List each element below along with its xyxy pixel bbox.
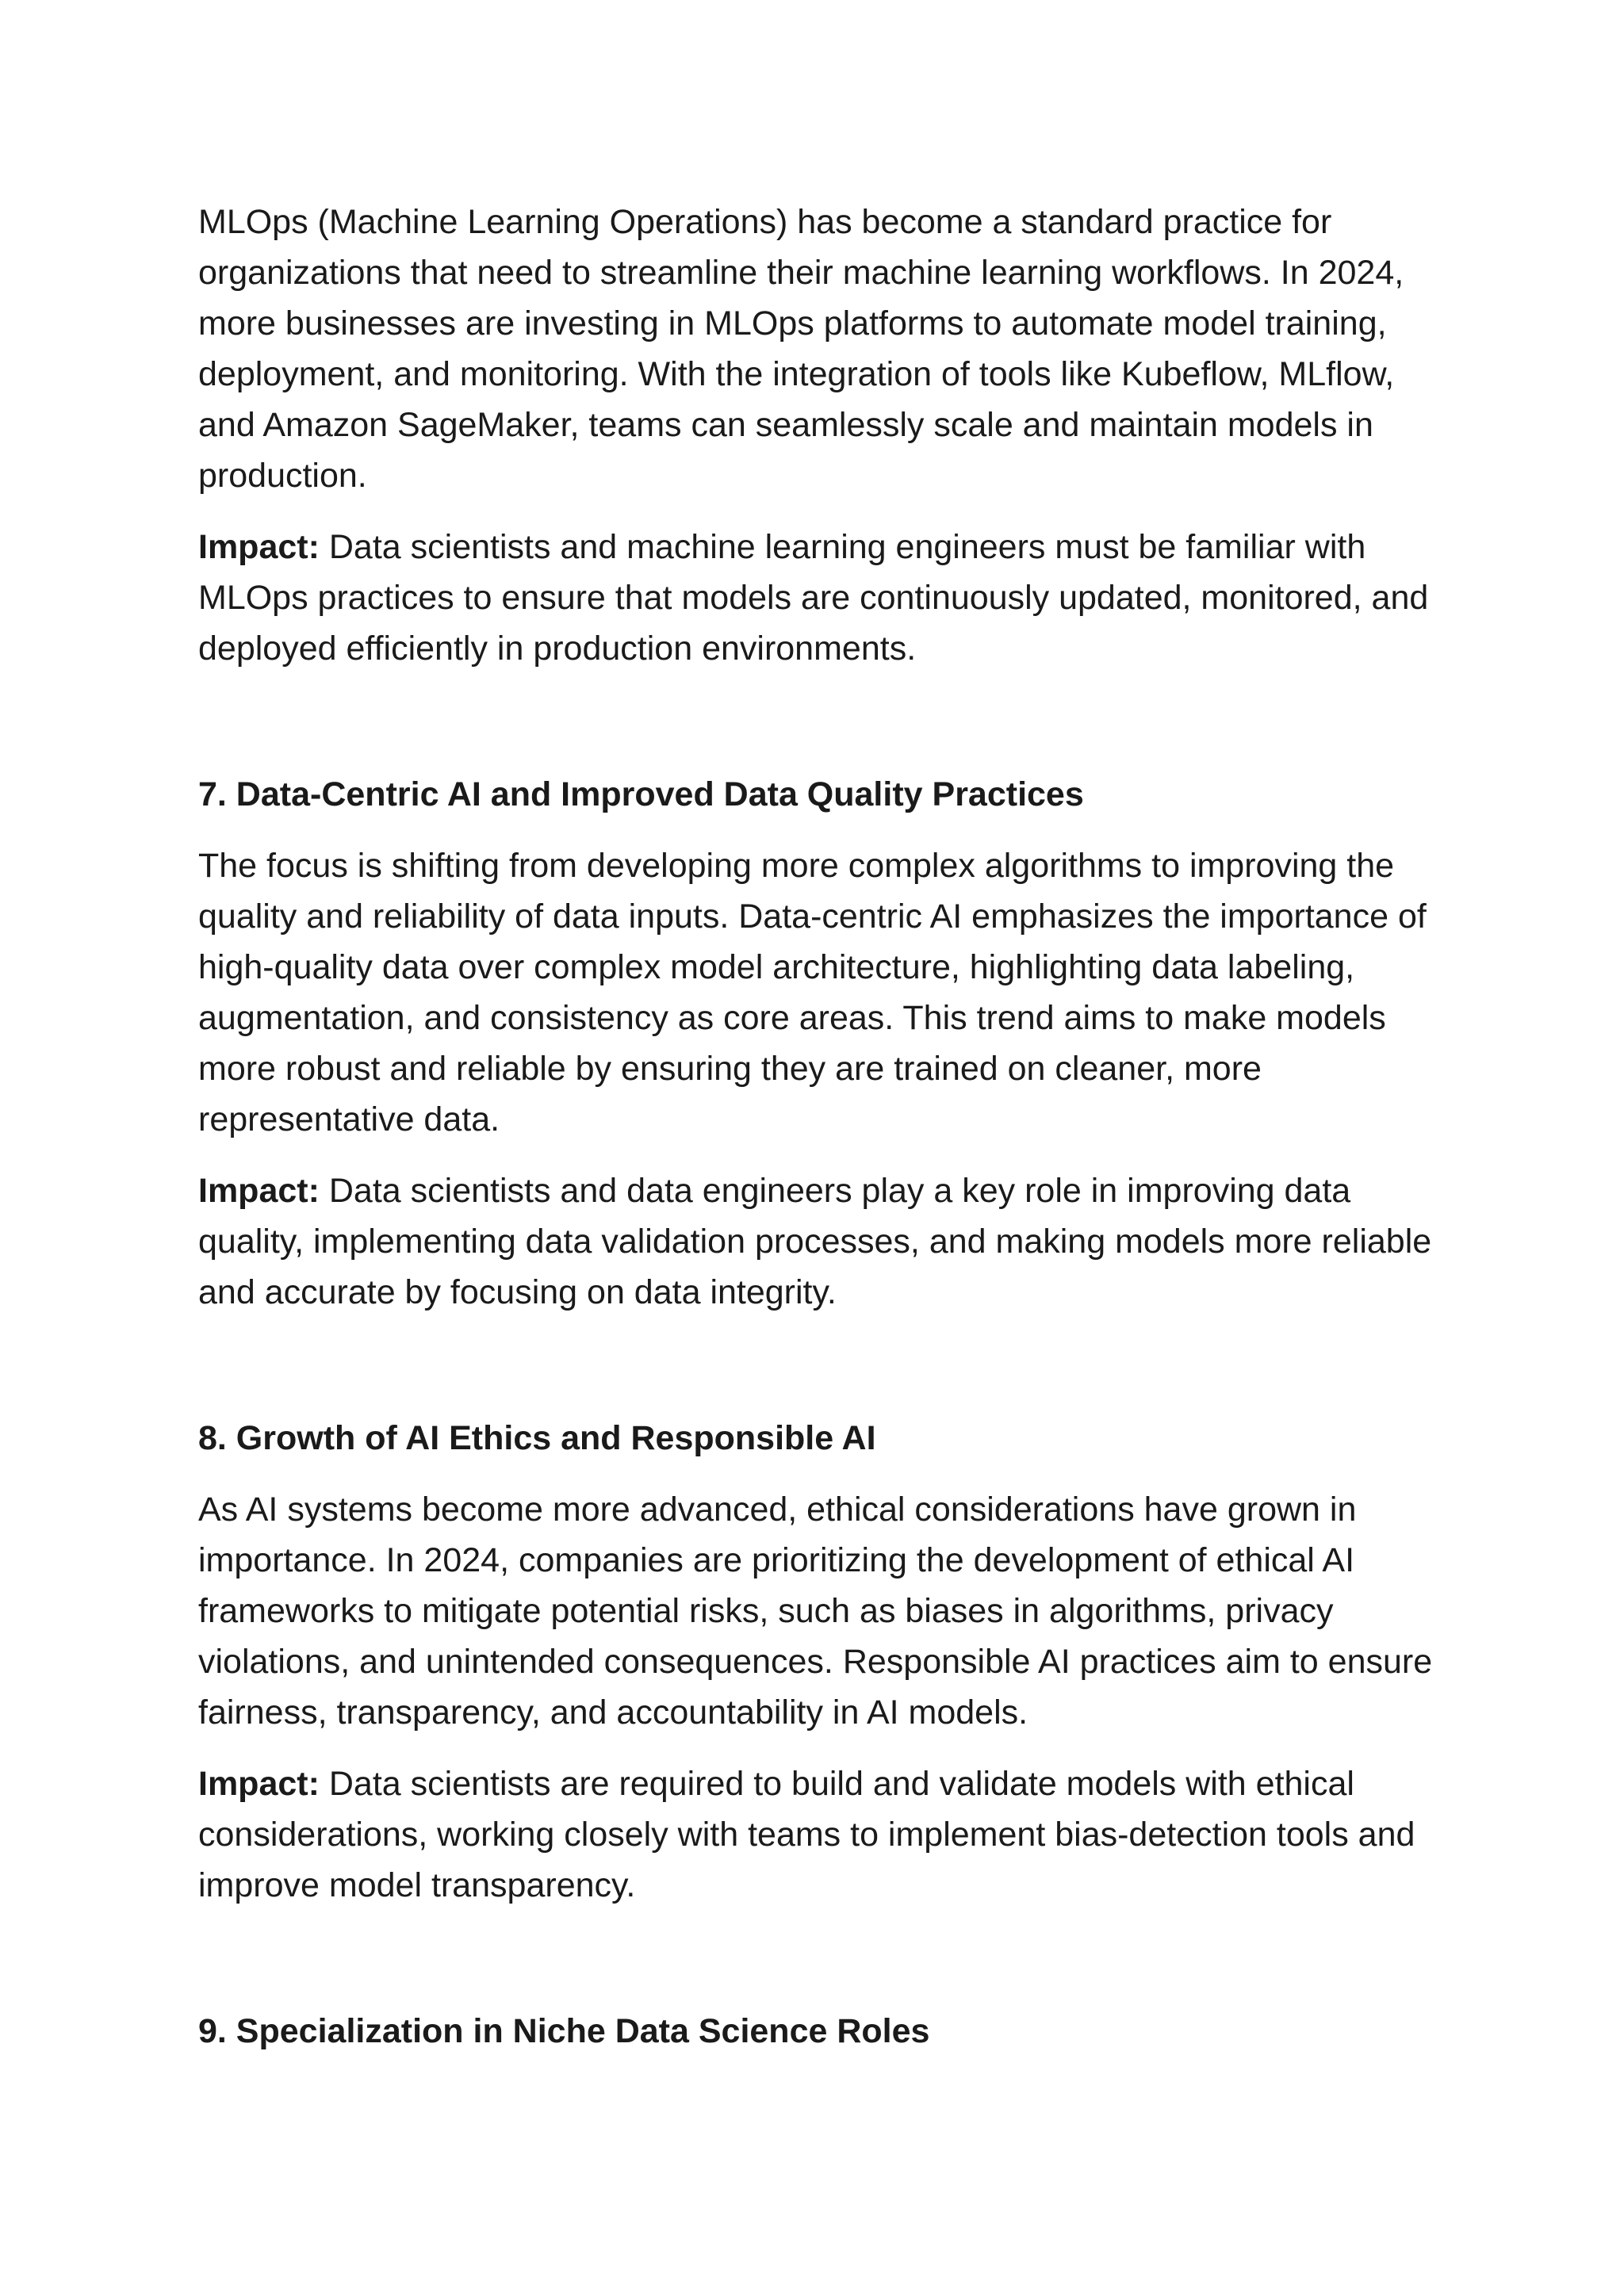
impact-text: Data scientists and data engineers play a key role in improving data quality, implementing data validation processes, and making models more reliable and accurate by focusing on data integrity. [198, 1172, 1432, 1311]
section-7-impact [198, 1165, 1451, 1318]
intro-paragraph: MLOps (Machine Learning Operations) has become a standard practice for organizations that need to streamline their machine learning workflows. In 2024, more businesses are investing in MLOps platforms to automate model training, deployment, and monitoring. With the integration of tools like Kubeflow, MLflow, and Amazon SageMaker, teams can seamlessly scale and maintain models in production. [198, 203, 1404, 495]
section-9-heading: 9. Specialization in Niche Data Science Roles [198, 2012, 930, 2050]
impact-label: Impact: [198, 1172, 320, 1210]
impact-label: Impact: [198, 1765, 320, 1803]
impact-label: Impact: [198, 528, 320, 566]
section-7-paragraph: The focus is shifting from developing more complex algorithms to improving the quality and reliability of data inputs. Data-centric AI emphasizes the importance of high-quality data over complex model architecture, highlighting data labeling, augmentation, and consistency as core areas. This trend aims to make models more robust and reliable by ensuring they are trained on cleaner, more representative data. [198, 847, 1427, 1138]
section-7-heading: 7. Data-Centric AI and Improved Data Quality Practices [198, 775, 1084, 813]
section-8-heading: 8. Growth of AI Ethics and Responsible AI [198, 1419, 876, 1457]
impact-text: Data scientists are required to build and validate models with ethical considerations, working closely with teams to implement bias-detection tools and improve model transparency. [198, 1765, 1415, 1904]
section-8-paragraph: As AI systems become more advanced, ethical considerations have grown in importance. In 2024, companies are prioritizing the development of ethical AI frameworks to mitigate potential risks, such as biases in algorithms, privacy violations, and unintended consequences. Responsible AI practices aim to ensure fairness, transparency, and accountability in AI models. [198, 1490, 1433, 1732]
document-page [198, 197, 1451, 2057]
intro-impact [198, 522, 1451, 674]
impact-text: Data scientists and machine learning engineers must be familiar with MLOps practices to ensure that models are continuously updated, monitored, and deployed efficiently in production environments. [198, 528, 1429, 668]
section-8-impact [198, 1758, 1451, 1911]
